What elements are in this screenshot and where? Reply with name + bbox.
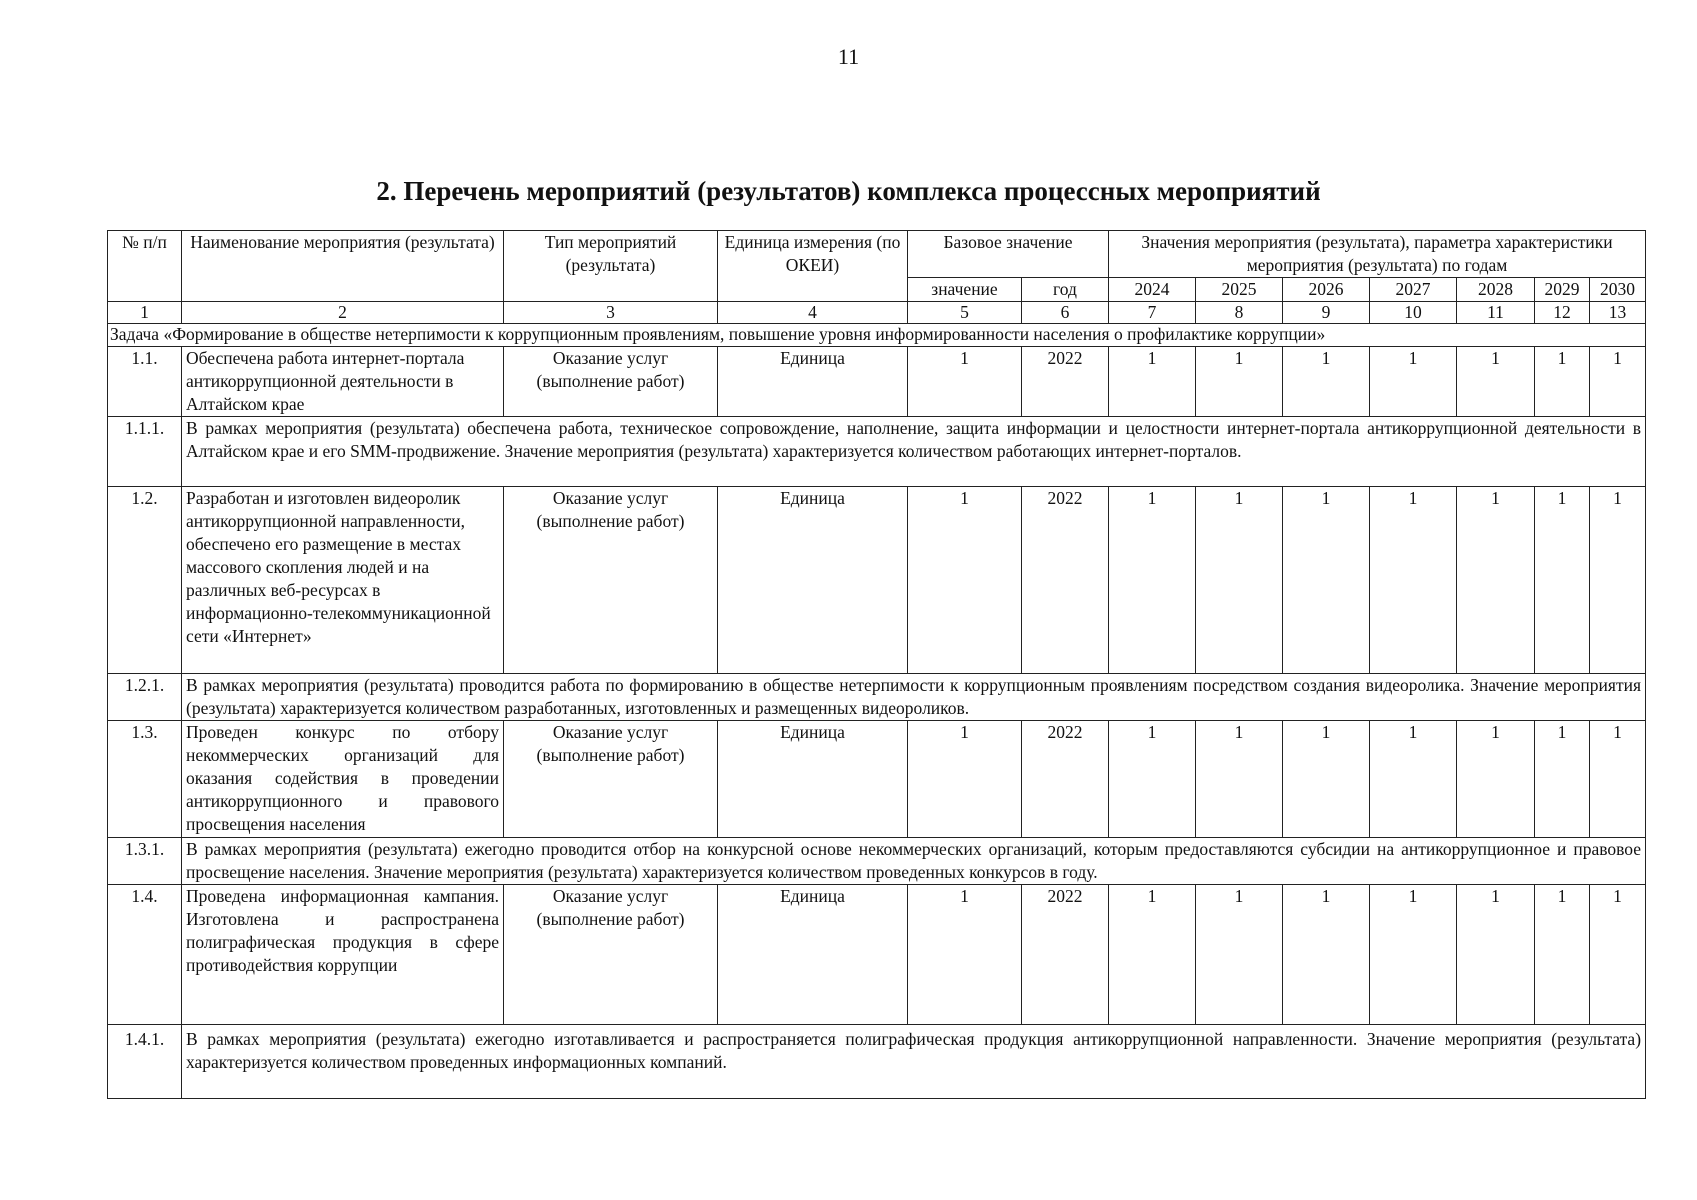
header-year: 2026 [1283, 278, 1370, 302]
column-number: 7 [1109, 302, 1196, 324]
header-base-value: значение [908, 278, 1022, 302]
row-base-year: 2022 [1022, 721, 1109, 838]
row-value: 1 [1457, 347, 1535, 417]
row-value: 1 [1535, 721, 1590, 838]
table-row [108, 487, 1646, 674]
row-unit: Единица [718, 721, 908, 838]
header-year: 2029 [1535, 278, 1590, 302]
row-base-year: 2022 [1022, 347, 1109, 417]
row-value: 1 [1370, 721, 1457, 838]
column-number: 9 [1283, 302, 1370, 324]
column-numbers-row [108, 302, 1646, 324]
row-num: 1.3. [108, 721, 182, 838]
table-row [108, 721, 1646, 838]
detail-num: 1.1.1. [108, 417, 182, 487]
row-base-value: 1 [908, 721, 1022, 838]
row-num: 1.2. [108, 487, 182, 674]
header-year: 2025 [1196, 278, 1283, 302]
column-number: 5 [908, 302, 1022, 324]
task-row [108, 324, 1646, 347]
row-value: 1 [1196, 885, 1283, 1025]
detail-row [108, 417, 1646, 487]
row-value: 1 [1457, 885, 1535, 1025]
row-type: Оказание услуг (выполнение работ) [504, 487, 718, 674]
row-value: 1 [1590, 721, 1646, 838]
detail-text: В рамках мероприятия (результата) ежегодно изготавливается и распространяется полиграфическая продукция антикоррупционной направленности. Значение мероприятия (результата) характеризуется количеством проведенных информационных компаний. [182, 1025, 1646, 1099]
row-unit: Единица [718, 487, 908, 674]
column-number: 6 [1022, 302, 1109, 324]
row-value: 1 [1370, 885, 1457, 1025]
table-row [108, 347, 1646, 417]
row-base-value: 1 [908, 487, 1022, 674]
document-title: 2. Перечень мероприятий (результатов) комплекса процессных мероприятий [376, 176, 1321, 206]
column-number: 8 [1196, 302, 1283, 324]
row-value: 1 [1196, 347, 1283, 417]
row-unit: Единица [718, 885, 908, 1025]
row-value: 1 [1370, 347, 1457, 417]
table-header-row [108, 231, 1646, 278]
row-type: Оказание услуг (выполнение работ) [504, 721, 718, 838]
row-num: 1.1. [108, 347, 182, 417]
row-type: Оказание услуг (выполнение работ) [504, 885, 718, 1025]
detail-text: В рамках мероприятия (результата) проводится работа по формированию в обществе нетерпимости к коррупционным проявлениям посредством создания видеоролика. Значение мероприятия (результата) характеризуется количеством разработанных, изготовленных и размещенных видеороликов. [182, 674, 1646, 721]
row-value: 1 [1196, 487, 1283, 674]
row-name: Проведен конкурс по отбору некоммерческих организаций для оказания содействия в проведении антикоррупционного и правового просвещения населения [182, 721, 504, 838]
detail-text: В рамках мероприятия (результата) ежегодно проводится отбор на конкурсной основе некоммерческих организаций, которым предоставляются субсидии на антикоррупционное и правовое просвещение населения. Значение мероприятия (результата) характеризуется количеством проведенных конкурсов в году. [182, 838, 1646, 885]
row-type: Оказание услуг (выполнение работ) [504, 347, 718, 417]
row-value: 1 [1283, 347, 1370, 417]
task-text: Задача «Формирование в обществе нетерпимости к коррупционным проявлениям, повышение уровня информированности населения о профилактике коррупции» [108, 324, 1646, 347]
header-unit: Единица измерения (по ОКЕИ) [718, 231, 908, 302]
row-base-year: 2022 [1022, 487, 1109, 674]
detail-num: 1.2.1. [108, 674, 182, 721]
row-name: Обеспечена работа интернет-портала антикоррупционной деятельности в Алтайском крае [182, 347, 504, 417]
detail-row [108, 838, 1646, 885]
row-num: 1.4. [108, 885, 182, 1025]
row-value: 1 [1109, 347, 1196, 417]
detail-row [108, 674, 1646, 721]
detail-text: В рамках мероприятия (результата) обеспечена работа, техническое сопровождение, наполнение, защита информации и целостности интернет-портала антикоррупционной деятельности в Алтайском крае и его SMM-продвижение. Значение мероприятия (результата) характеризуется количеством работающих интернет-порталов. [182, 417, 1646, 487]
column-number: 11 [1457, 302, 1535, 324]
row-value: 1 [1196, 721, 1283, 838]
column-number: 3 [504, 302, 718, 324]
row-value: 1 [1457, 487, 1535, 674]
row-value: 1 [1457, 721, 1535, 838]
row-base-value: 1 [908, 885, 1022, 1025]
header-num: № п/п [108, 231, 182, 302]
column-number: 13 [1590, 302, 1646, 324]
row-base-year: 2022 [1022, 885, 1109, 1025]
row-value: 1 [1535, 885, 1590, 1025]
row-name: Разработан и изготовлен видеоролик антикоррупционной направленности, обеспечено его размещение в местах массового скопления людей и на различных веб-ресурсах в информационно-телекоммуникационной сети «Интернет» [182, 487, 504, 674]
measures-table [107, 230, 1646, 1099]
detail-num: 1.3.1. [108, 838, 182, 885]
header-name: Наименование мероприятия (результата) [182, 231, 504, 302]
row-value: 1 [1109, 721, 1196, 838]
header-base-year: год [1022, 278, 1109, 302]
column-number: 4 [718, 302, 908, 324]
column-number: 10 [1370, 302, 1457, 324]
column-number: 1 [108, 302, 182, 324]
row-value: 1 [1283, 721, 1370, 838]
row-value: 1 [1590, 487, 1646, 674]
detail-num: 1.4.1. [108, 1025, 182, 1099]
column-number: 12 [1535, 302, 1590, 324]
header-type: Тип мероприятий (результата) [504, 231, 718, 302]
row-value: 1 [1590, 885, 1646, 1025]
row-value: 1 [1590, 347, 1646, 417]
column-number: 2 [182, 302, 504, 324]
row-name: Проведена информационная кампания. Изготовлена и распространена полиграфическая продукция в сфере противодействия коррупции [182, 885, 504, 1025]
row-base-value: 1 [908, 347, 1022, 417]
detail-row [108, 1025, 1646, 1099]
row-value: 1 [1109, 487, 1196, 674]
header-year: 2030 [1590, 278, 1646, 302]
header-values: Значения мероприятия (результата), параметра характеристики мероприятия (результата) по годам [1109, 231, 1646, 278]
header-base: Базовое значение [908, 231, 1109, 278]
page-number: 11 [837, 44, 860, 69]
row-value: 1 [1109, 885, 1196, 1025]
row-value: 1 [1370, 487, 1457, 674]
header-year: 2028 [1457, 278, 1535, 302]
row-value: 1 [1283, 487, 1370, 674]
header-year: 2024 [1109, 278, 1196, 302]
row-value: 1 [1283, 885, 1370, 1025]
header-year: 2027 [1370, 278, 1457, 302]
row-unit: Единица [718, 347, 908, 417]
row-value: 1 [1535, 487, 1590, 674]
row-value: 1 [1535, 347, 1590, 417]
table-row [108, 885, 1646, 1025]
